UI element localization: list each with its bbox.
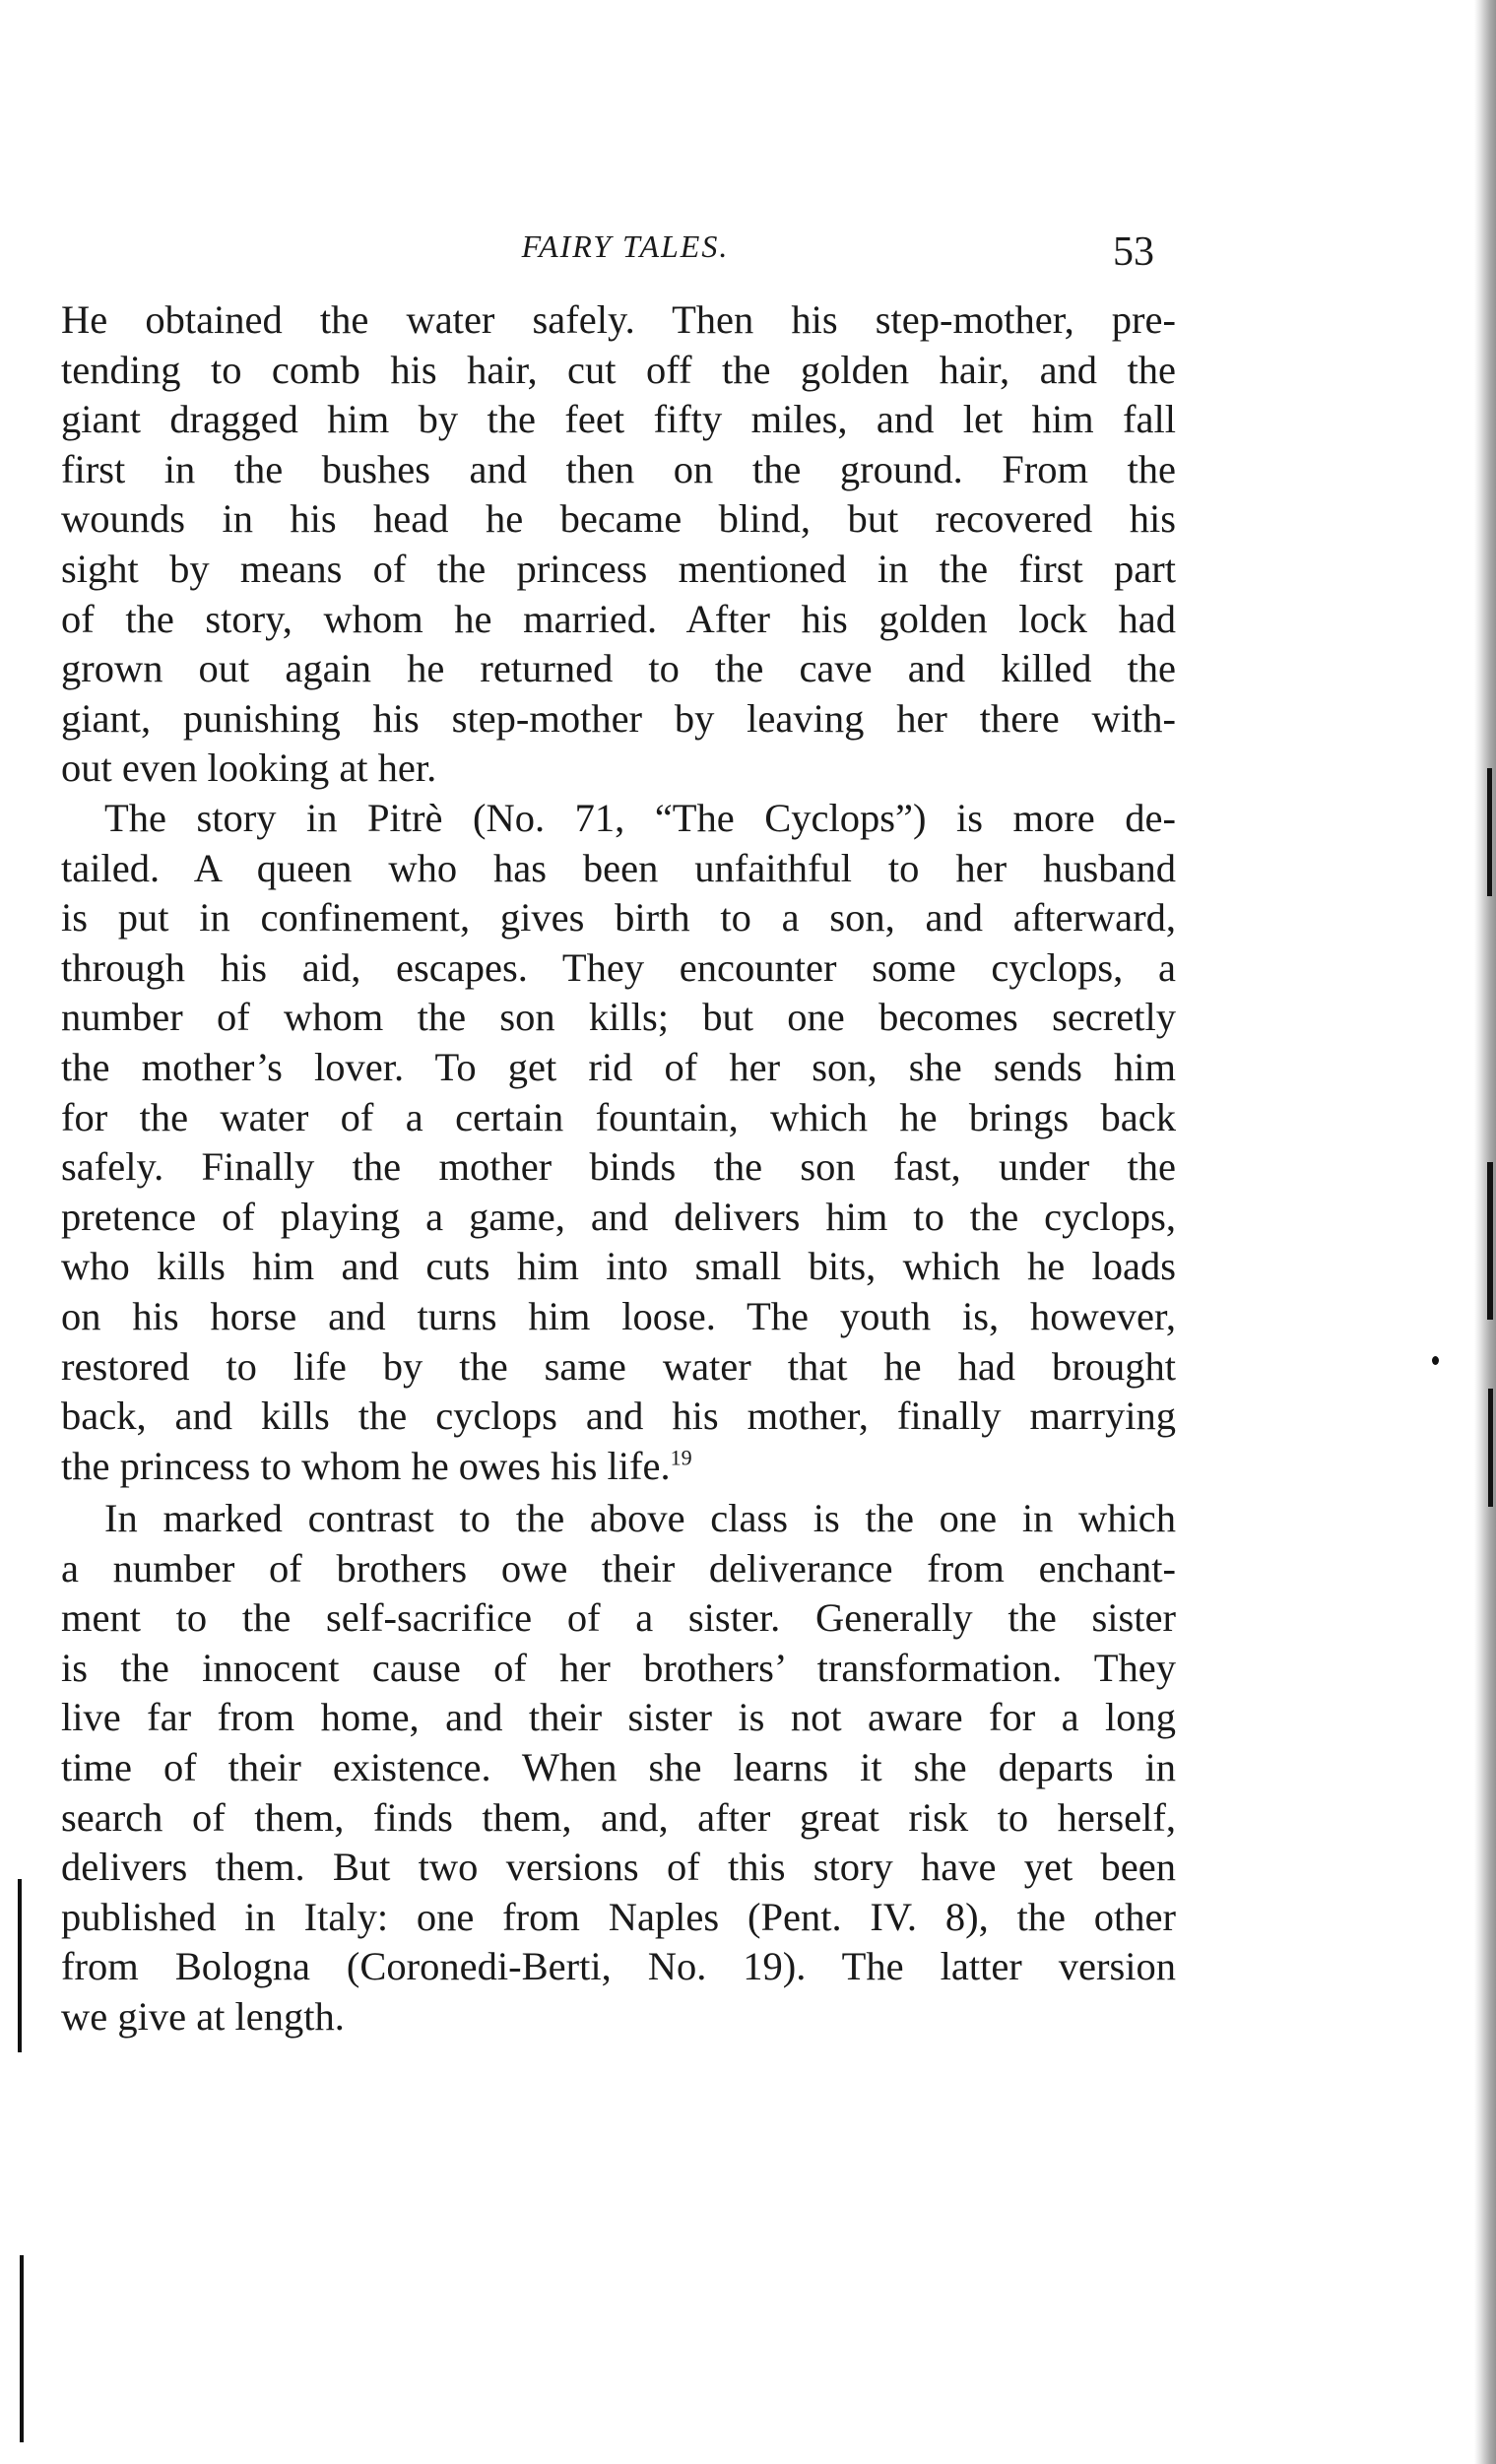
text-line: He obtained the water safely. Then his step-mother, pre-: [61, 297, 1176, 342]
text-line: tailed. A queen who has been unfaithful to her husband: [61, 845, 1176, 890]
line-text: the princess to whom he owes his life.: [61, 1443, 671, 1488]
text-line: on his horse and turns him loose. The youth is, however,: [61, 1293, 1176, 1338]
text-line: restored to life by the same water that he had brought: [61, 1343, 1176, 1389]
text-line: sight by means of the princess mentioned in the first part: [61, 546, 1176, 591]
text-line: number of whom the son kills; but one becomes secretly: [61, 995, 1176, 1040]
text-line: delivers them. But two versions of this story have yet been: [61, 1845, 1176, 1890]
text-line: [61, 1442, 1176, 1492]
text-line: a number of brothers owe their deliverance from enchant-: [61, 1545, 1176, 1590]
text-line: wounds in his head he became blind, but recovered his: [61, 496, 1176, 542]
text-line: The story in Pitrè (No. 71, “The Cyclops”) is more de-: [104, 796, 1176, 840]
text-line: back, and kills the cyclops and his mother, finally marrying: [61, 1394, 1176, 1439]
text-line: search of them, finds them, and, after great risk to herself,: [61, 1794, 1176, 1840]
scan-edge-mark: [20, 2255, 24, 2442]
paragraph-2: [61, 794, 1176, 1491]
text-line: tending to comb his hair, cut off the golden hair, and the: [61, 347, 1176, 392]
text-line: live far from home, and their sister is not aware for a long: [61, 1695, 1176, 1740]
scan-edge-mark: [1487, 1162, 1493, 1320]
text-line: out even looking at her.: [61, 746, 437, 791]
text-line: from Bologna (Coronedi-Berti, No. 19). The latter version: [61, 1944, 1176, 1989]
page-number: 53: [1113, 229, 1154, 275]
text-line: we give at length.: [61, 1993, 345, 2039]
text-line: published in Italy: one from Naples (Pent. IV. 8), the other: [61, 1894, 1176, 1939]
text-line: giant dragged him by the feet fifty miles, and let him fall: [61, 397, 1176, 442]
text-line: giant, punishing his step-mother by leaving her there with-: [61, 695, 1176, 741]
scan-edge-mark: [1488, 1389, 1493, 1507]
scan-edge-mark: [1487, 768, 1492, 896]
text-line: grown out again he returned to the cave and killed the: [61, 646, 1176, 691]
scan-edge-mark: [18, 1879, 22, 2052]
text-line: of the story, whom he married. After his golden lock had: [61, 596, 1176, 641]
text-line: is the innocent cause of her brothers’ transformation. They: [61, 1645, 1176, 1690]
text-line: who kills him and cuts him into small bits, which he loads: [61, 1244, 1176, 1289]
text-line: is put in confinement, gives birth to a son, and afterward,: [61, 895, 1176, 940]
text-line: pretence of playing a game, and delivers him to the cyclops,: [61, 1194, 1176, 1239]
text-line: safely. Finally the mother binds the son fast, under the: [61, 1144, 1176, 1190]
paragraph-1: [61, 295, 1176, 794]
text-line: for the water of a certain fountain, which he brings back: [61, 1094, 1176, 1139]
text-line: the mother’s lover. To get rid of her son, she sends him: [61, 1044, 1176, 1089]
ink-speck: [1432, 1356, 1439, 1365]
text-line: through his aid, escapes. They encounter some cyclops, a: [61, 944, 1176, 990]
text-line: ment to the self-sacrifice of a sister. Generally the sister: [61, 1595, 1176, 1641]
text-line: In marked contrast to the above class is the one in which: [104, 1496, 1176, 1540]
text-line: first in the bushes and then on the ground. From the: [61, 446, 1176, 491]
running-title: FAIRY TALES.: [521, 228, 730, 264]
footnote-reference[interactable]: 19: [670, 1445, 692, 1470]
text-line: time of their existence. When she learns it she departs in: [61, 1744, 1176, 1789]
paragraph-3: [61, 1494, 1176, 2043]
